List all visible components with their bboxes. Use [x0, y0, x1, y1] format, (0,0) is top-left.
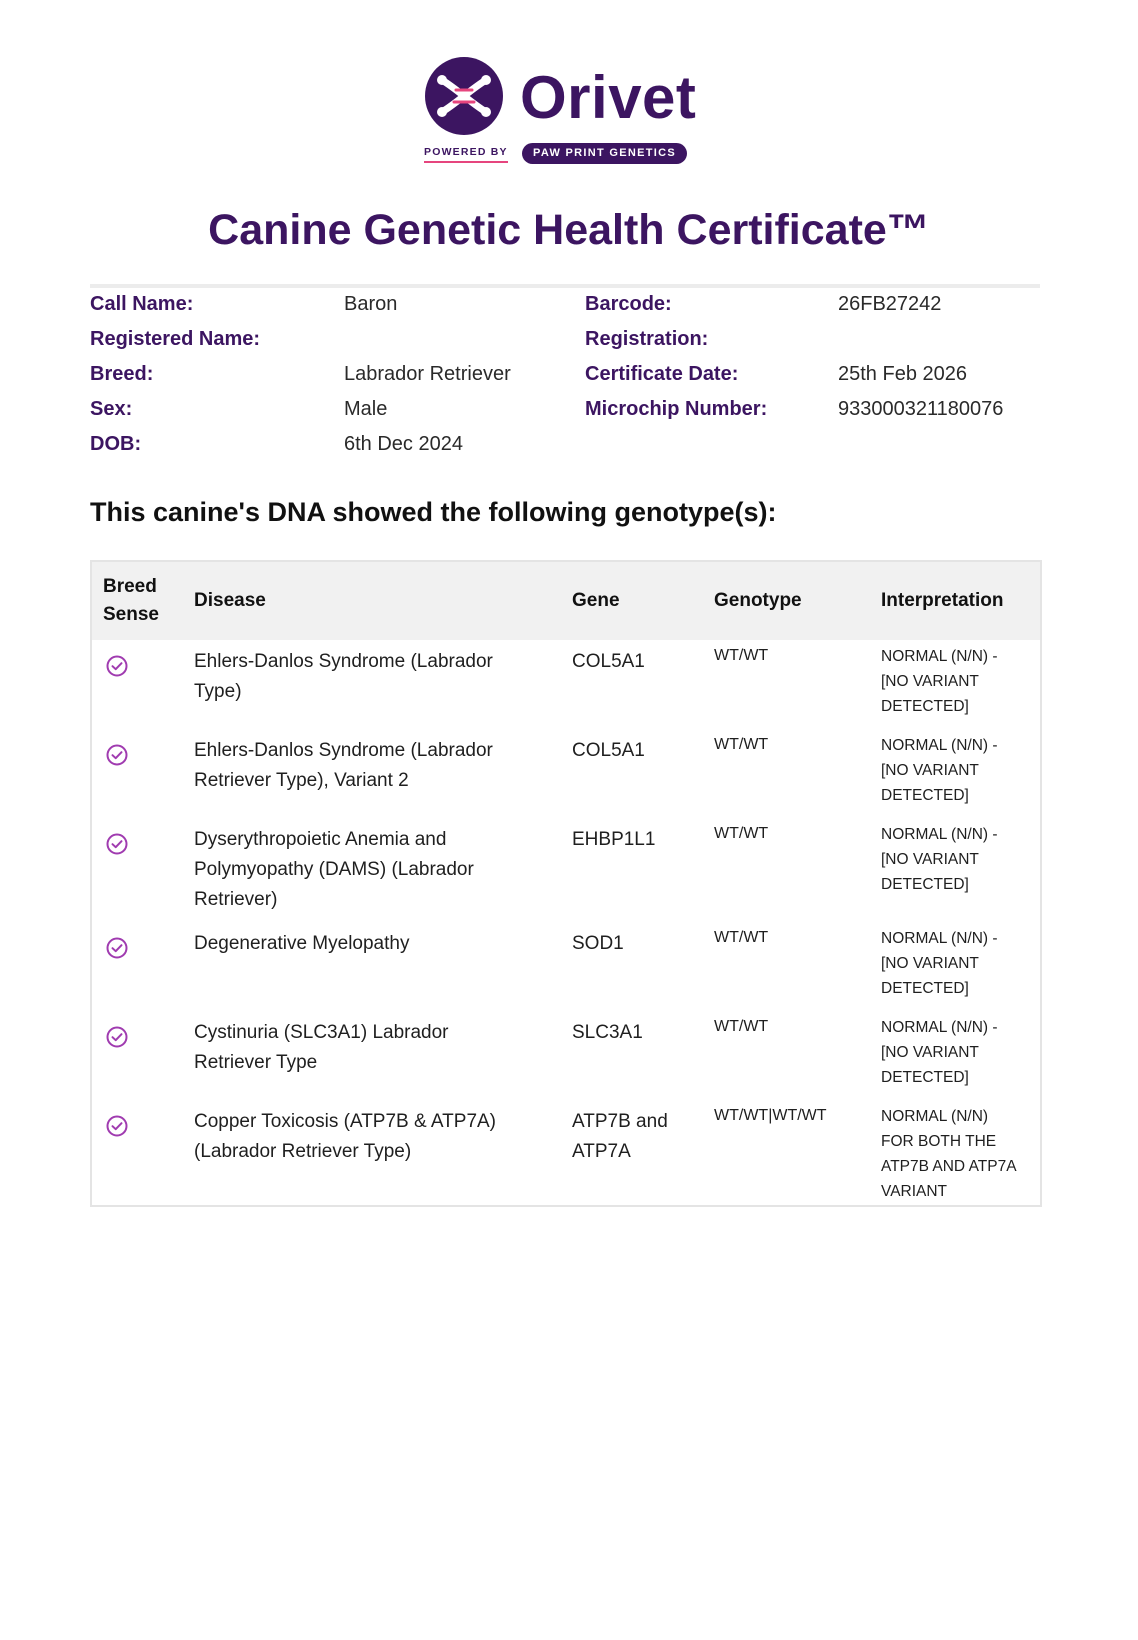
disease-cell	[183, 1100, 561, 1206]
check-circle-icon	[105, 936, 129, 960]
col-header-genotype: Genotype	[703, 561, 870, 640]
interpretation-cell-line: [NO VARIANT	[881, 1044, 979, 1061]
col-header-gene: Gene	[561, 561, 703, 640]
check-circle-icon	[105, 743, 129, 767]
title-divider	[90, 284, 1040, 288]
col-header-interpretation: Interpretation	[870, 561, 1041, 640]
interpretation-cell	[870, 1100, 1041, 1206]
interpretation-cell-line: VARIANT	[881, 1183, 948, 1200]
call-name-label: Call Name:	[90, 293, 194, 315]
breed-sense-cell	[91, 818, 183, 922]
table-row	[91, 922, 1041, 1011]
interpretation-cell	[870, 922, 1041, 1011]
table-row	[91, 818, 1041, 922]
disease-cell-line: Type)	[194, 681, 242, 702]
interpretation-cell-line: DETECTED]	[881, 876, 969, 893]
interpretation-cell	[870, 1011, 1041, 1100]
disease-cell	[183, 1011, 561, 1100]
barcode-label: Barcode:	[585, 293, 672, 315]
disease-cell-line: Retriever Type	[194, 1052, 318, 1073]
interpretation-cell-line: ATP7B AND ATP7A	[881, 1158, 1017, 1175]
orivet-logo	[420, 56, 720, 168]
interpretation-cell-line: NORMAL (N/N) -	[881, 648, 998, 665]
interpretation-cell-line: DETECTED]	[881, 1069, 969, 1086]
microchip-label: Microchip Number:	[585, 398, 768, 420]
interpretation-cell-line: [NO VARIANT	[881, 762, 979, 779]
genotype-cell: WT/WT	[714, 647, 769, 664]
gene-cell	[561, 1011, 703, 1100]
certificate-date-label: Certificate Date:	[585, 363, 739, 385]
table-header-row	[91, 561, 1041, 640]
disease-cell-line: Dyserythropoietic Anemia and	[194, 829, 447, 850]
results-heading: This canine's DNA showed the following genotype(s):	[90, 497, 777, 527]
gene-cell-line: SOD1	[572, 933, 624, 954]
disease-cell	[183, 640, 561, 729]
brand-name: Orivet	[520, 64, 697, 131]
powered-by-label: POWERED BY	[424, 146, 508, 163]
disease-cell-line: Cystinuria (SLC3A1) Labrador	[194, 1022, 449, 1043]
genotype-cell: WT/WT	[714, 736, 769, 753]
gene-cell-line: ATP7A	[572, 1141, 631, 1162]
interpretation-cell-line: NORMAL (N/N) -	[881, 1019, 998, 1036]
orivet-logo-icon	[424, 56, 504, 136]
gene-cell	[561, 922, 703, 1011]
gene-cell-line: COL5A1	[572, 651, 645, 672]
disease-cell	[183, 729, 561, 818]
dog-info-panel	[90, 293, 1040, 468]
dob-label: DOB:	[90, 433, 142, 455]
sex-value: Male	[344, 398, 388, 420]
interpretation-cell-line: [NO VARIANT	[881, 851, 979, 868]
interpretation-cell-line: [NO VARIANT	[881, 955, 979, 972]
check-circle-icon	[105, 1114, 129, 1138]
genotype-results-table	[90, 560, 1042, 1207]
interpretation-cell-line: [NO VARIANT	[881, 673, 979, 690]
table-row	[91, 640, 1041, 729]
interpretation-cell-line: NORMAL (N/N) -	[881, 930, 998, 947]
breed-value: Labrador Retriever	[344, 363, 511, 385]
col-header-disease: Disease	[183, 561, 561, 640]
disease-cell-line: Polymyopathy (DAMS) (Labrador	[194, 859, 474, 880]
disease-cell-line: Degenerative Myelopathy	[194, 933, 410, 954]
interpretation-cell-line: DETECTED]	[881, 980, 969, 997]
microchip-value: 933000321180076	[838, 398, 1004, 420]
breed-label: Breed:	[90, 363, 154, 385]
breed-sense-cell	[91, 1100, 183, 1206]
check-circle-icon	[105, 832, 129, 856]
disease-cell-line: Retriever Type), Variant 2	[194, 770, 409, 791]
breed-sense-cell	[91, 729, 183, 818]
disease-cell-line: Ehlers-Danlos Syndrome (Labrador	[194, 740, 493, 761]
check-circle-icon	[105, 1025, 129, 1049]
breed-sense-cell	[91, 1011, 183, 1100]
registration-label: Registration:	[585, 328, 709, 350]
interpretation-cell-line: DETECTED]	[881, 787, 969, 804]
gene-cell	[561, 729, 703, 818]
registered-name-label: Registered Name:	[90, 328, 261, 350]
gene-cell	[561, 818, 703, 922]
interpretation-cell-line: NORMAL (N/N) -	[881, 826, 998, 843]
call-name-value: Baron	[344, 293, 398, 315]
disease-cell	[183, 922, 561, 1011]
interpretation-cell-line: DETECTED]	[881, 698, 969, 715]
certificate-date-value: 25th Feb 2026	[838, 363, 967, 385]
gene-cell-line: COL5A1	[572, 740, 645, 761]
table-row	[91, 1011, 1041, 1100]
disease-cell-line: Ehlers-Danlos Syndrome (Labrador	[194, 651, 493, 672]
genotype-cell: WT/WT	[714, 929, 769, 946]
breed-sense-cell	[91, 922, 183, 1011]
genotype-cell: WT/WT	[714, 1018, 769, 1035]
disease-cell-line: (Labrador Retriever Type)	[194, 1141, 412, 1162]
breed-sense-cell	[91, 640, 183, 729]
sex-label: Sex:	[90, 398, 133, 420]
interpretation-cell-line: FOR BOTH THE	[881, 1133, 997, 1150]
table-row	[91, 1100, 1041, 1206]
gene-cell-line: SLC3A1	[572, 1022, 643, 1043]
interpretation-cell-line: NORMAL (N/N)	[881, 1108, 989, 1125]
gene-cell	[561, 640, 703, 729]
dob-value: 6th Dec 2024	[344, 433, 463, 455]
genotype-cell: WT/WT	[714, 825, 769, 842]
interpretation-cell	[870, 818, 1041, 922]
genotype-cell: WT/WT|WT/WT	[714, 1107, 827, 1124]
interpretation-cell	[870, 729, 1041, 818]
interpretation-cell	[870, 640, 1041, 729]
gene-cell-line: ATP7B and	[572, 1111, 668, 1132]
gene-cell	[561, 1100, 703, 1206]
col-header-breed-sense: Breed Sense	[91, 561, 183, 640]
gene-cell-line: EHBP1L1	[572, 829, 656, 850]
disease-cell	[183, 818, 561, 922]
disease-cell-line: Copper Toxicosis (ATP7B & ATP7A)	[194, 1111, 497, 1132]
partner-badge: PAW PRINT GENETICS	[522, 143, 687, 164]
page-title: Canine Genetic Health Certificate™	[208, 206, 930, 254]
interpretation-cell-line: NORMAL (N/N) -	[881, 737, 998, 754]
barcode-value: 26FB27242	[838, 293, 942, 315]
table-row	[91, 729, 1041, 818]
check-circle-icon	[105, 654, 129, 678]
disease-cell-line: Retriever)	[194, 889, 278, 910]
